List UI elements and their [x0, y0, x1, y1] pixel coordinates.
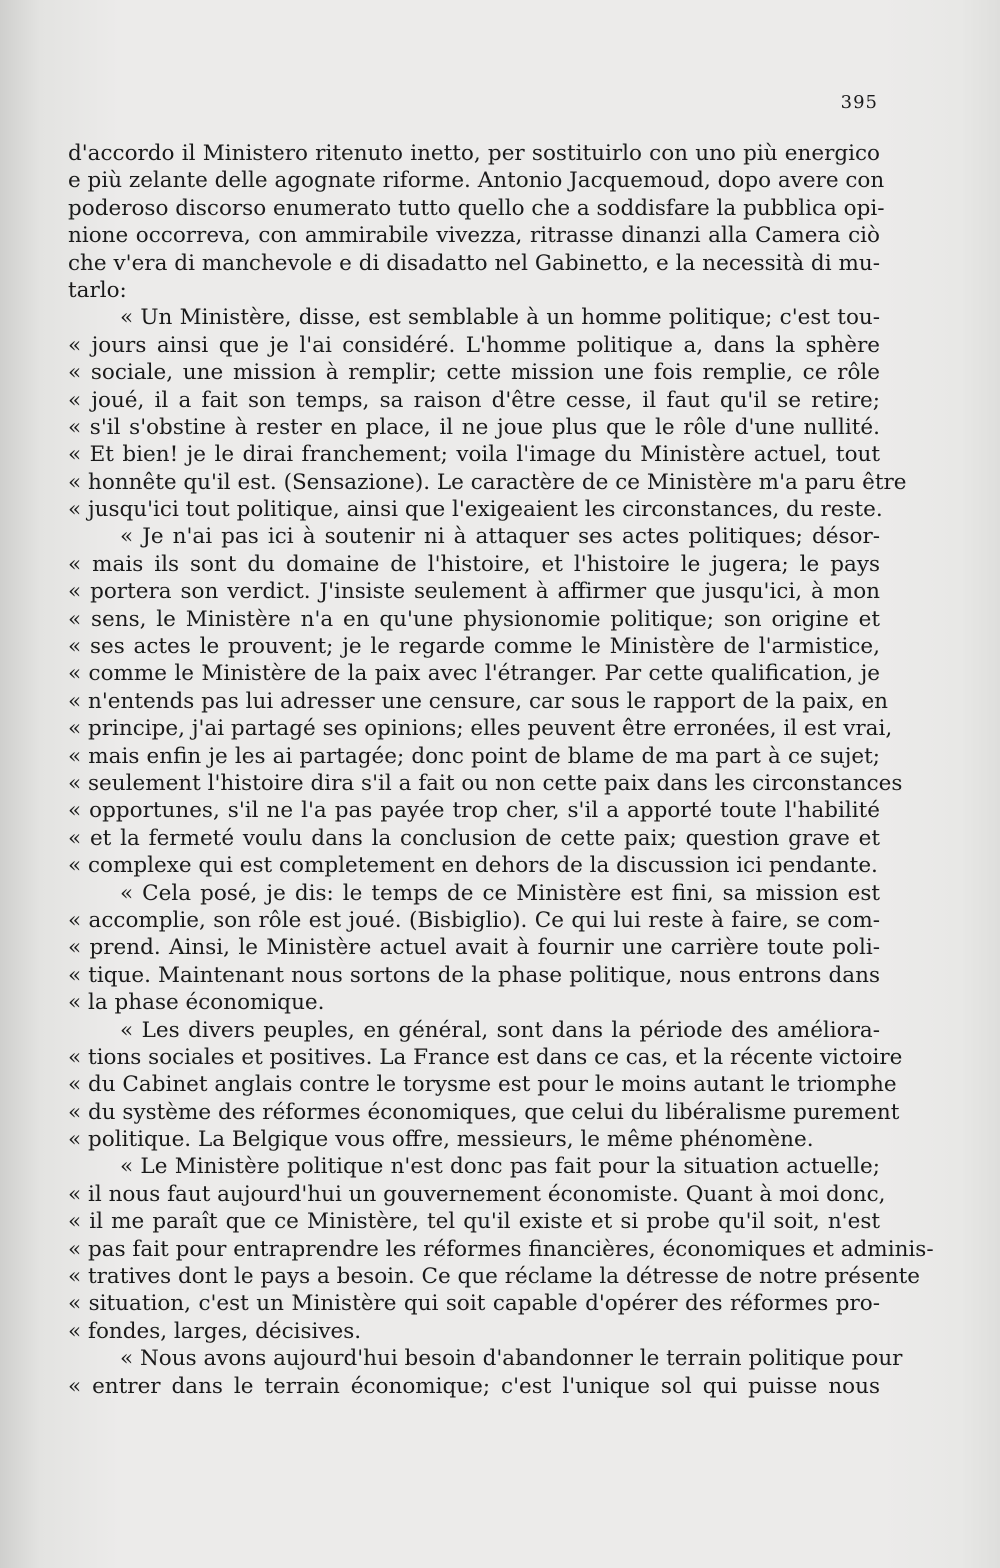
text-line: tarlo: — [68, 277, 127, 303]
text-line: che v'era di manchevole e di disadatto nel Gabinetto, e la necessità di mu- — [68, 250, 880, 276]
text-line: « ses actes le prouvent; je le regarde comme le Ministère de l'armistice, — [68, 634, 880, 660]
text-line: « du système des réformes économiques, que celui du libéralisme purement — [68, 1099, 900, 1125]
text-line: « tions sociales et positives. La France est dans ce cas, et la récente victoire — [68, 1044, 903, 1070]
text-line: « honnête qu'il est. (Sensazione). Le caractère de ce Ministère m'a paru être — [68, 469, 907, 495]
text-line: « jours ainsi que je l'ai considéré. L'homme politique a, dans la sphère — [68, 332, 880, 358]
text-line: « joué, il a fait son temps, sa raison d'être cesse, il faut qu'il se retire; — [68, 387, 880, 413]
text-line: d'accordo il Ministero ritenuto inetto, per sostituirlo con uno più energico — [68, 141, 880, 166]
text-line: « mais enfin je les ai partagée; donc point de blame de ma part à ce sujet; — [68, 743, 880, 769]
text-line: « politique. La Belgique vous offre, messieurs, le même phénomène. — [68, 1127, 814, 1153]
text-line: « Nous avons aujourd'hui besoin d'abandonner le terrain politique pour — [120, 1346, 903, 1372]
text-line: « tratives dont le pays a besoin. Ce que réclame la détresse de notre présente — [68, 1264, 921, 1290]
page-number: 395 — [840, 92, 878, 113]
text-line: nione occorreva, con ammirabile vivezza, ritrasse dinanzi alla Camera ciò — [68, 223, 880, 249]
text-line: « et la fermeté voulu dans la conclusion de cette paix; question grave et — [68, 825, 880, 851]
text-line: « entrer dans le terrain économique; c'est l'unique sol qui puisse nous — [68, 1373, 880, 1399]
text-line: « opportunes, s'il ne l'a pas payée trop cher, s'il a apporté toute l'habilité — [68, 798, 880, 824]
text-line: « tique. Maintenant nous sortons de la phase politique, nous entrons dans — [68, 962, 880, 988]
text-line: « situation, c'est un Ministère qui soit capable d'opérer des réformes pro- — [68, 1291, 880, 1317]
text-line: « Cela posé, je dis: le temps de ce Ministère est fini, sa mission est — [120, 880, 880, 906]
text-line: poderoso discorso enumerato tutto quello che a soddisfare la pubblica opi- — [68, 195, 885, 221]
text-line: « n'entends pas lui adresser une censure, car sous le rapport de la paix, en — [68, 688, 889, 714]
text-line: « fondes, larges, décisives. — [68, 1318, 362, 1344]
text-line: « mais ils sont du domaine de l'histoire, et l'histoire le jugera; le pays — [68, 551, 880, 577]
text-line: « la phase économique. — [68, 990, 325, 1016]
text-line: « prend. Ainsi, le Ministère actuel avait à fournir une carrière toute poli- — [68, 935, 880, 961]
text-line: « pas fait pour entraprendre les réformes financières, économiques et adminis- — [68, 1236, 934, 1262]
text-line: « portera son verdict. J'insiste seulement à affirmer que jusqu'ici, à mon — [68, 579, 880, 605]
body-text — [68, 140, 934, 1400]
text-line: « du Cabinet anglais contre le torysme est pour le moins autant le triomphe — [68, 1072, 897, 1098]
text-line: « jusqu'ici tout politique, ainsi que l'exigeaient les circonstances, du reste. — [68, 497, 883, 523]
text-line: « principe, j'ai partagé ses opinions; elles peuvent être erronées, il est vrai, — [68, 716, 893, 742]
text-line: « sociale, une mission à remplir; cette mission une fois remplie, ce rôle — [68, 360, 880, 386]
text-line: « Un Ministère, disse, est semblable à un homme politique; c'est tou- — [120, 305, 880, 331]
text-line: « Je n'ai pas ici à soutenir ni à attaquer ses actes politiques; désor- — [120, 524, 880, 550]
text-line: « il me paraît que ce Ministère, tel qu'il existe et si probe qu'il soit, n'est — [68, 1209, 880, 1235]
text-line: « Et bien! je le dirai franchement; voila l'image du Ministère actuel, tout — [68, 442, 880, 468]
text-line: « Les divers peuples, en général, sont dans la période des améliora- — [120, 1017, 880, 1043]
text-line: « sens, le Ministère n'a en qu'une physionomie politique; son origine et — [68, 606, 880, 632]
text-line: « il nous faut aujourd'hui un gouvernement économiste. Quant à moi donc, — [68, 1181, 886, 1207]
text-line: e più zelante delle agognate riforme. Antonio Jacquemoud, dopo avere con — [68, 168, 885, 194]
text-line: « seulement l'histoire dira s'il a fait ou non cette paix dans les circonstances — [68, 770, 903, 796]
text-line: « accomplie, son rôle est joué. (Bisbiglio). Ce qui lui reste à faire, se com- — [68, 907, 880, 933]
text-line: « comme le Ministère de la paix avec l'étranger. Par cette qualification, je — [68, 661, 880, 687]
text-line: « Le Ministère politique n'est donc pas fait pour la situation actuelle; — [120, 1154, 880, 1180]
text-line: « s'il s'obstine à rester en place, il ne joue plus que le rôle d'une nullité. — [68, 414, 880, 440]
text-line: « complexe qui est completement en dehors de la discussion ici pendante. — [68, 853, 878, 879]
